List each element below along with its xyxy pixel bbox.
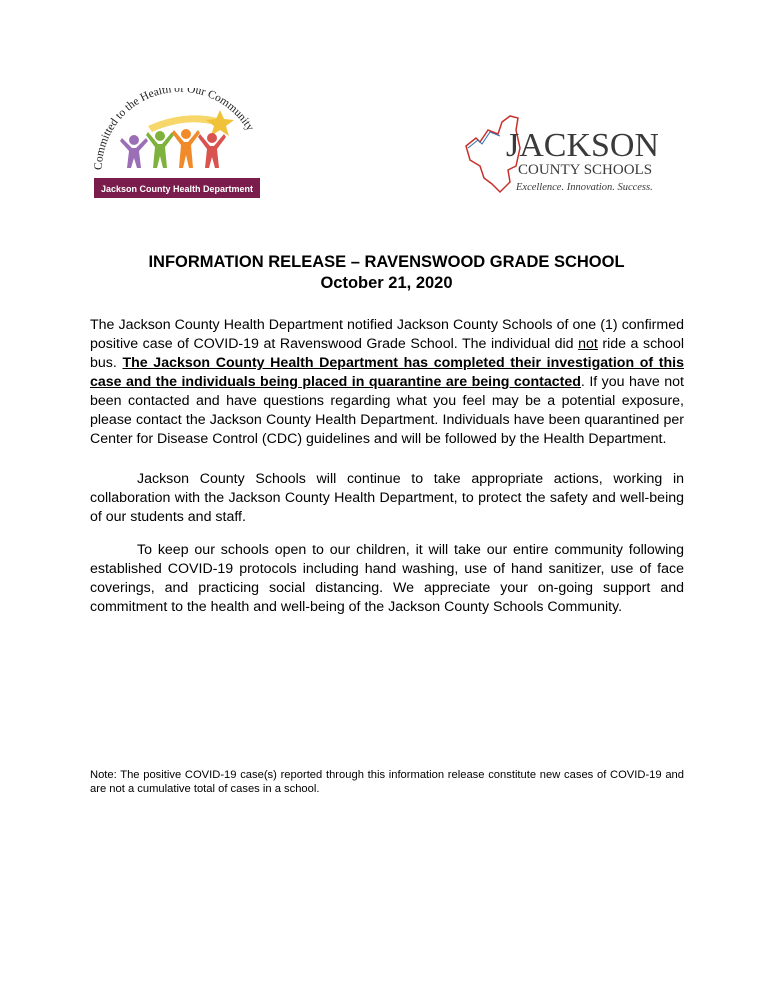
- schools-name-line1: JACKSON: [506, 127, 658, 164]
- figure-purple-icon: [120, 135, 148, 168]
- figure-orange-icon: [172, 129, 200, 168]
- health-dept-arc-text: Committed to the Health of Our Community: [92, 88, 256, 171]
- release-title: [0, 252, 773, 294]
- figure-green-icon: [146, 131, 174, 168]
- title-date: October 21, 2020: [320, 274, 453, 292]
- paragraph-1: [90, 316, 684, 449]
- figure-red-icon: [198, 133, 226, 168]
- paragraph-2: Jackson County Schools will continue to take appropriate actions, working in collaboration with the Jackson County Health Department, to protect the safety and well-being of our students and staff.: [90, 471, 684, 525]
- star-icon: [206, 110, 234, 136]
- schools-name-line2: COUNTY SCHOOLS: [518, 162, 653, 178]
- p1-text-b: ride a school bus.: [90, 336, 684, 371]
- paragraph-3: To keep our schools open to our children, it will take our entire community following established COVID-19 protocols including hand washing, use of hand sanitizer, use of face coverings, and practicing social distancing. We appreciate your on-going support and commitment to the health and well-being of the Jackson County Schools Community.: [90, 542, 684, 615]
- p1-underlined-word: not: [578, 336, 598, 352]
- p1-text-c: . If you have not been contacted and have questions regarding what you feel may be a potential exposure, please contact the Jackson County Health Department. Individuals have been quarantined per Center for Disease Control (CDC) guidelines and will be followed by the Health Department.: [90, 374, 684, 447]
- schools-tagline: Excellence. Innovation. Success.: [516, 182, 653, 193]
- health-dept-banner-text: Jackson County Health Department: [100, 184, 254, 194]
- p1-text-a: The Jackson County Health Department notified Jackson County Schools of one (1) confirmed positive case of COVID-19 at Ravenswood Grade School. The individual did: [90, 317, 684, 352]
- p1-bold-underlined: The Jackson County Health Department has completed their investigation of this case and the individuals being placed in quarantine are being contacted: [90, 355, 684, 390]
- title-line-1: INFORMATION RELEASE – RAVENSWOOD GRADE SCHOOL: [148, 253, 625, 271]
- health-department-logo: [88, 88, 266, 200]
- jackson-county-schools-logo: [458, 108, 658, 198]
- footnote: Note: The positive COVID-19 case(s) reported through this information release constitute new cases of COVID-19 and are not a cumulative total of cases in a school.: [90, 769, 684, 795]
